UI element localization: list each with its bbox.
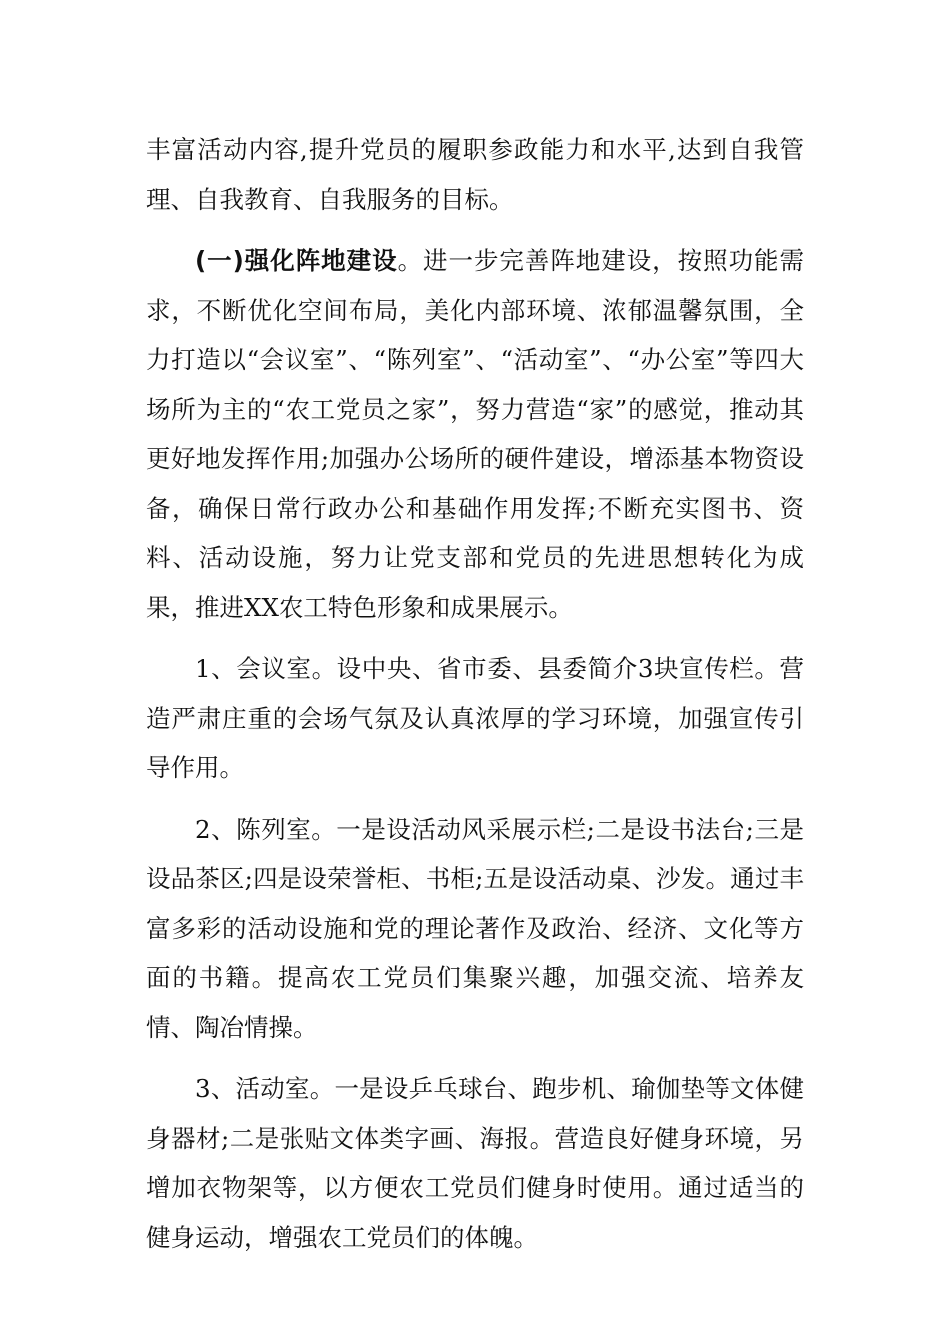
document-body	[146, 125, 804, 1262]
paragraph-text: 2、陈列室。一是设活动风采展示栏;二是设书法台;三是设品茶区;四是设荣誉柜、书柜;五是设活动桌、沙发。通过丰富多彩的活动设施和党的理论著作及政治、经济、文化等方面的书籍。提高农工党员们集聚兴趣，加强交流、培养友情、陶冶情操。	[146, 814, 804, 1042]
paragraph-text: 3、活动室。一是设乒乓球台、跑步机、瑜伽垫等文体健身器材;二是张贴文体类字画、海报。营造良好健身环境，另增加衣物架等，以方便农工党员们健身时使用。通过适当的健身运动，增强农工党员们的体魄。	[146, 1074, 804, 1252]
paragraph-text: 1、会议室。设中央、省市委、县委简介3块宣传栏。营造严肃庄重的会场气氛及认真浓厚的学习环境，加强宣传引导作用。	[146, 654, 804, 782]
paragraph-section-heading	[146, 236, 804, 632]
paragraph-meeting-room	[146, 644, 804, 793]
paragraph-text: 丰富活动内容,提升党员的履职参政能力和水平,达到自我管理、自我教育、自我服务的目标。	[146, 135, 804, 214]
paragraph-exhibition-room	[146, 805, 804, 1053]
section-heading: (一)强化阵地建设	[195, 246, 398, 275]
paragraph-activity-room	[146, 1064, 804, 1262]
paragraph-continuation	[146, 125, 804, 224]
paragraph-text: 。进一步完善阵地建设，按照功能需求，不断优化空间布局，美化内部环境、浓郁温馨氛围，全力打造以“会议室”、“陈列室”、“活动室”、“办公室”等四大场所为主的“农工党员之家”，努力营造“家”的感觉，推动其更好地发挥作用;加强办公场所的硬件建设，增添基本物资设备，确保日常行政办公和基础作用发挥;不断充实图书、资料、活动设施，努力让党支部和党员的先进思想转化为成果，推进XX农工特色形象和成果展示。	[146, 246, 804, 622]
